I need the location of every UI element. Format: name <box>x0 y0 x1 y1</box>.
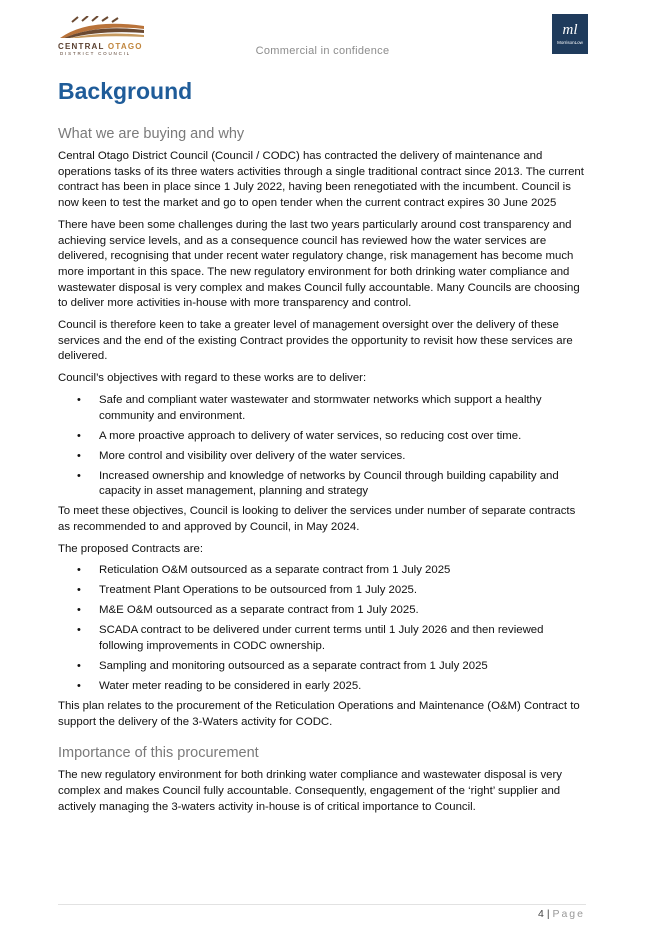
list-item: • More control and visibility over delivery of the water services. <box>58 449 586 465</box>
paragraph: This plan relates to the procurement of the Reticulation Operations and Maintenance (O&M) Contract to support the delivery of the 3-Waters activity for CODC. <box>58 700 580 728</box>
bullet-icon: • <box>77 449 81 462</box>
list-item: • Sampling and monitoring outsourced as a separate contract from 1 July 2025 <box>58 659 586 675</box>
section-heading-importance: Importance of this procurement <box>58 745 259 762</box>
paragraph: Council is therefore keen to take a greater level of management oversight over the delivery of these services and the end of the existing Contract provides the opportunity to revisit how these services are delivered. <box>58 319 573 363</box>
paragraph: The new regulatory environment for both drinking water compliance and wastewater disposal is very complex and makes Council fully accountable. Consequently, engagement of the ‘right’ supplier and actively managing the 3-waters activity in-house is of critical importance to Council. <box>58 769 562 813</box>
list-item: • Reticulation O&M outsourced as a separate contract from 1 July 2025 <box>58 563 586 579</box>
list-item: • Increased ownership and knowledge of networks by Council through building capability and capacity in asset management, planning and strategy <box>77 469 559 498</box>
section-heading-buying: What we are buying and why <box>58 126 245 142</box>
list-item: • Treatment Plant Operations to be outsourced from 1 July 2025. <box>58 583 586 599</box>
list-item: • SCADA contract to be delivered under current terms until 1 July 2026 and then reviewed following improvements in CODC ownership. <box>77 624 544 653</box>
logo-title: CENTRAL OTAGO <box>58 42 143 51</box>
list-item: • M&E O&M outsourced as a separate contract from 1 July 2025. <box>58 603 586 619</box>
footer-divider <box>58 904 586 905</box>
page-title: Background <box>58 78 193 104</box>
page-number: 4 | Page <box>538 908 585 920</box>
page-header <box>0 0 645 72</box>
paragraph: Council’s objectives with regard to these works are to deliver: <box>58 372 367 385</box>
paragraph: Central Otago District Council (Council / CODC) has contracted the delivery of maintenance and operations tasks of its three waters activities through a single traditional contract since 2013. The current contract has been in place since 1 July 2022, having been renegotiated with the incumbent. Council is now keen to test the market and go to open tender when the current contract expires 30 June 2025 <box>58 150 584 210</box>
bullet-icon: • <box>77 660 81 673</box>
morrison-low-logo <box>552 14 588 54</box>
bullet-icon: • <box>77 604 81 617</box>
list-item: • Water meter reading to be considered in early 2025. <box>58 679 586 695</box>
bullet-icon: • <box>77 393 81 406</box>
list-item: • Safe and compliant water wastewater and stormwater networks which support a healthy community and environment. <box>77 393 542 422</box>
confidentiality-label: Commercial in confidence <box>255 45 390 57</box>
bullet-icon: • <box>77 584 81 597</box>
bullet-icon: • <box>77 429 81 442</box>
bullet-icon: • <box>77 469 81 482</box>
mountain-logo-icon <box>58 16 146 40</box>
logo-mark: ml <box>562 22 578 38</box>
paragraph: To meet these objectives, Council is looking to deliver the services under number of separate contracts as recommended to and approved by Council, in May 2024. <box>58 505 576 533</box>
document-body <box>58 77 586 822</box>
contracts-list <box>58 563 586 694</box>
objectives-list <box>58 393 586 500</box>
logo-name: MorrisonLow <box>557 40 583 45</box>
paragraph: There have been some challenges during the last two years particularly around cost transparency and achieving service levels, and as a consequence council has reviewed how the water services are delivered, recognising that under recent water regulatory change, risk management has become much more important in this space. The new regulatory environment for both drinking water compliance and wastewater disposal is very complex and makes Council fully accountable. Many Councils are choosing to deliver more activities in-house with more transparency and control. <box>58 218 580 310</box>
bullet-icon: • <box>77 564 81 577</box>
bullet-icon: • <box>77 624 81 637</box>
list-item: • A more proactive approach to delivery of water services, so reducing cost over time. <box>58 429 586 445</box>
paragraph: The proposed Contracts are: <box>58 542 203 555</box>
logo-subtitle: DISTRICT COUNCIL <box>60 51 131 56</box>
bullet-icon: • <box>77 680 81 693</box>
